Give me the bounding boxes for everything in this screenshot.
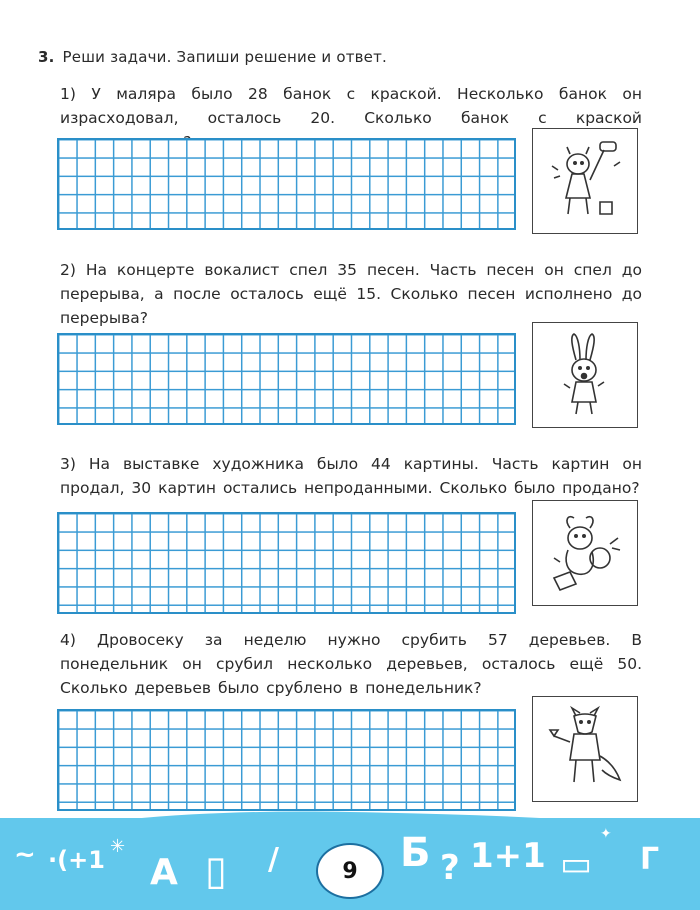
decor-letter-g: Г — [640, 842, 660, 877]
task-2-text: 2) На концерте вокалист спел 35 песен. Часть песен он спел до перерыва, а после осталось ещё 15. Сколько песен исполнено до перерыва? — [60, 261, 642, 327]
task-2-picture — [532, 322, 638, 428]
exercise-header — [38, 48, 387, 66]
decor-question: ? — [440, 848, 460, 888]
task-1-picture — [532, 128, 638, 234]
decor-book-icon: ▯ — [205, 848, 228, 894]
painter-character-illustration — [540, 136, 630, 226]
decor-star-icon: ✳ — [110, 836, 126, 857]
rabbit-singer-illustration — [540, 330, 630, 420]
page-number: 9 — [342, 858, 358, 884]
answer-grid-3[interactable] — [57, 512, 516, 614]
page-number-badge — [316, 843, 384, 899]
decor-squiggle: ~ — [14, 840, 36, 870]
task-3-text: 3) На выставке художника было 44 картины. Часть картин он продал, 30 картин остались непроданными. Сколько было продано? — [60, 455, 642, 497]
decor-star-icon-2: ✦ — [600, 826, 612, 842]
woodcutter-fox-illustration — [540, 704, 630, 794]
decor-pencil-icon: / — [268, 842, 279, 877]
decor-math-symbol: ·(+1 — [48, 846, 105, 874]
decor-letter-a: А — [150, 852, 178, 893]
answer-grid-2[interactable] — [57, 333, 516, 425]
task-4-picture — [532, 696, 638, 802]
answer-grid-4[interactable] — [57, 709, 516, 811]
decor-open-book-icon: ▭ — [560, 844, 593, 884]
task-3-picture — [532, 500, 638, 606]
task-4-text: 4) Дровосеку за неделю нужно срубить 57 деревьев. В понедельник он срубил несколько деревьев, осталось ещё 50. Сколько деревьев было срублено в понедельник? — [60, 631, 642, 697]
exercise-instruction: Реши задачи. Запиши решение и ответ. — [62, 48, 388, 66]
artist-goat-illustration — [540, 508, 630, 598]
decor-math-expression: 1+1 — [470, 836, 546, 876]
answer-grid-1[interactable] — [57, 138, 516, 230]
task-1-text: 1) У маляра было 28 банок с краской. Несколько банок он израсходовал, осталось 20. Сколько банок с краской — [60, 85, 642, 127]
exercise-number: 3. — [38, 48, 55, 66]
decor-letter-b: Б — [400, 830, 431, 876]
